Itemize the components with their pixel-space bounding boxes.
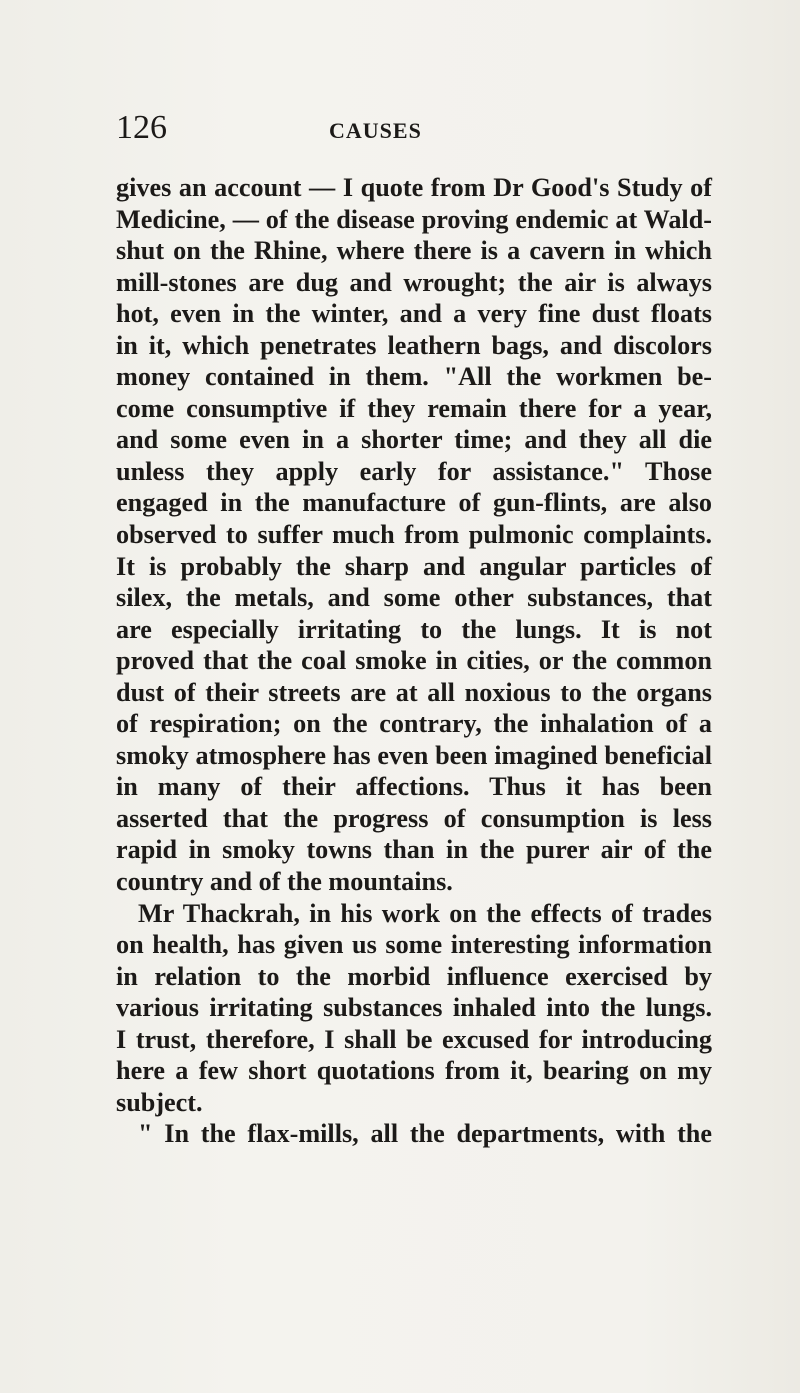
text-line: various irritating substances inhaled into the lungs. bbox=[116, 993, 712, 1023]
page-header bbox=[116, 108, 716, 148]
text-line: silex, the metals, and some other substances, that bbox=[116, 583, 712, 613]
text-line: proved that the coal smoke in cities, or the common bbox=[116, 646, 712, 676]
text-line-quote-start: " In the flax-mills, all the departments, with the bbox=[138, 1119, 712, 1149]
text-line: in it, which penetrates leathern bags, and discolors bbox=[116, 330, 712, 360]
body-text bbox=[116, 172, 712, 1150]
text-line: on health, has given us some interesting information bbox=[116, 930, 712, 960]
text-line: in many of their affections. Thus it has been bbox=[116, 772, 712, 802]
text-line: asserted that the progress of consumption is less bbox=[116, 803, 712, 833]
text-line: here a few short quotations from it, bearing on my bbox=[116, 1056, 712, 1086]
text-line: I trust, therefore, I shall be excused for introducing bbox=[116, 1024, 712, 1054]
text-line: mill-stones are dug and wrought; the air is always bbox=[116, 267, 712, 297]
text-line: engaged in the manufacture of gun-flints, are also bbox=[116, 488, 712, 518]
text-line-paragraph-end: country and of the mountains. bbox=[116, 867, 453, 897]
text-line: come consumptive if they remain there for a year, bbox=[116, 393, 712, 423]
running-head: CAUSES bbox=[329, 118, 422, 143]
text-line: It is probably the sharp and angular particles of bbox=[116, 551, 712, 581]
text-line: smoky atmosphere has even been imagined beneficial bbox=[116, 740, 712, 770]
text-line-paragraph-end: subject. bbox=[116, 1087, 203, 1117]
text-line: in relation to the morbid influence exercised by bbox=[116, 961, 712, 991]
text-line: shut on the Rhine, where there is a cavern in which bbox=[116, 236, 712, 266]
page-number: 126 bbox=[116, 109, 167, 146]
text-line: unless they apply early for assistance." Those bbox=[116, 456, 712, 486]
text-line: observed to suffer much from pulmonic complaints. bbox=[116, 520, 712, 550]
text-line: and some even in a shorter time; and they all die bbox=[116, 425, 712, 455]
text-line: gives an account — I quote from Dr Good's Study of bbox=[116, 173, 712, 202]
text-line: are especially irritating to the lungs. It is not bbox=[116, 614, 712, 644]
text-line: hot, even in the winter, and a very fine dust floats bbox=[116, 299, 712, 329]
text-line-paragraph-start: Mr Thackrah, in his work on the effects of trades bbox=[138, 898, 712, 928]
text-line: of respiration; on the contrary, the inhalation of a bbox=[116, 709, 712, 739]
text-line: money contained in them. "All the workmen be- bbox=[116, 362, 712, 392]
text-line: Medicine, — of the disease proving endemic at Wald- bbox=[116, 204, 712, 234]
text-line: dust of their streets are at all noxious to the organs bbox=[116, 677, 712, 707]
text-line: rapid in smoky towns than in the purer air of the bbox=[116, 835, 712, 865]
